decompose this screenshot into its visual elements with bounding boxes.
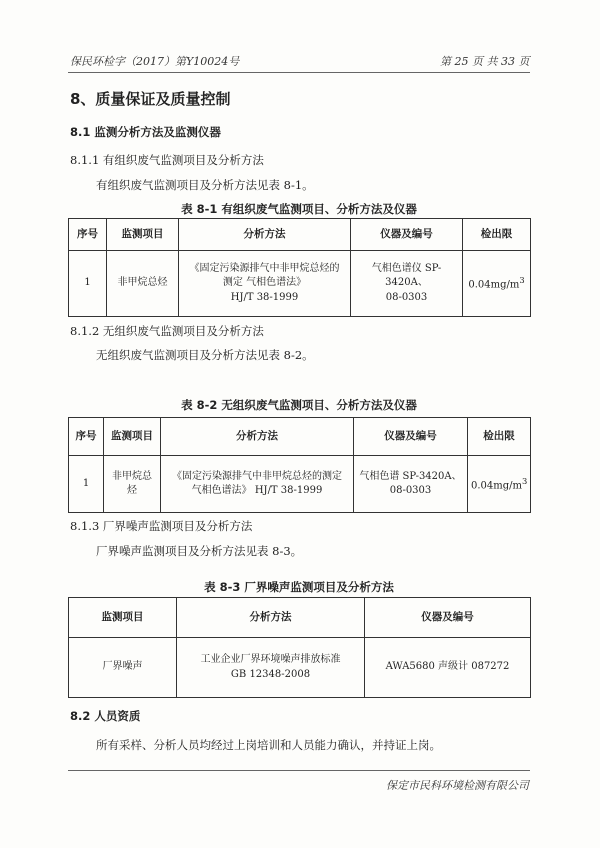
method-line: 工业企业厂界环境噪声排放标准 (200, 654, 341, 665)
col-header: 分析方法 (179, 219, 351, 251)
cell-no: 1 (69, 456, 104, 513)
header-rule (68, 72, 530, 73)
cell-item (104, 456, 161, 513)
instrument-line: 气相色谱 SP-3420A、 (359, 470, 462, 482)
cell-method (177, 638, 365, 698)
table-8-2-caption: 表 8-2 无组织废气监测项目、分析方法及仪器 (181, 398, 417, 412)
col-header: 监测项目 (107, 219, 179, 251)
instrument-line: 08-0303 (389, 485, 432, 496)
section-8-1-2-text: 无组织废气监测项目及分析方法见表 8-2。 (96, 348, 314, 362)
col-header: 监测项目 (104, 418, 161, 456)
table-8-3 (68, 597, 531, 698)
method-line: 《固定污染源排气中非甲烷总烃的 (189, 262, 340, 274)
instrument-line: 08-0303 (385, 291, 428, 303)
cell-limit (468, 456, 531, 513)
limit-value: 0.04mg/m (468, 279, 520, 291)
method-line: 测定 气相色谱法》 (222, 277, 307, 289)
col-header: 分析方法 (177, 598, 365, 638)
doc-number: 保民环检字（2017）第Y10024号 (70, 55, 240, 68)
cell-no: 1 (69, 251, 107, 317)
table-header-row (69, 418, 531, 456)
section-8-1-1-title: 8.1.1 有组织废气监测项目及分析方法 (70, 153, 264, 167)
section-8-1-3-text: 厂界噪声监测项目及分析方法见表 8-3。 (96, 544, 303, 558)
col-header: 仪器及编号 (351, 219, 463, 251)
cell-item: 厂界噪声 (69, 638, 177, 698)
method-line: HJ/T 38-1999 (230, 291, 299, 303)
cell-instrument: AWA5680 声级计 087272 (365, 638, 531, 698)
table-header-row (69, 219, 531, 251)
col-header: 仪器及编号 (365, 598, 531, 638)
footer-company: 保定市民科环境检测有限公司 (386, 779, 529, 792)
instrument-line: 气相色谱仪 SP-3420A、 (371, 262, 442, 289)
table-row (69, 638, 531, 698)
table-8-1 (68, 218, 531, 317)
table-row (69, 251, 531, 317)
limit-unit-sup: 3 (519, 275, 525, 286)
col-header: 仪器及编号 (354, 418, 468, 456)
cell-method (161, 456, 354, 513)
cell-limit (463, 251, 531, 317)
section-8-1-3-title: 8.1.3 厂界噪声监测项目及分析方法 (70, 519, 253, 533)
section-8-title: 8、质量保证及质量控制 (70, 90, 231, 108)
col-header: 检出限 (463, 219, 531, 251)
item-line: 烃 (127, 485, 137, 496)
table-8-3-caption: 表 8-3 厂界噪声监测项目及分析方法 (204, 580, 394, 594)
cell-item: 非甲烷总烃 (107, 251, 179, 317)
table-header-row (69, 598, 531, 638)
cell-instrument (351, 251, 463, 317)
method-line: 《固定污染源排气中非甲烷总烃的测定 (172, 470, 342, 482)
section-8-1-2-title: 8.1.2 无组织废气监测项目及分析方法 (70, 324, 264, 338)
item-line: 非甲烷总 (112, 470, 152, 482)
col-header: 分析方法 (161, 418, 354, 456)
col-header: 监测项目 (69, 598, 177, 638)
section-8-2-text: 所有采样、分析人员均经过上岗培训和人员能力确认，并持证上岗。 (96, 738, 441, 752)
section-8-2-title: 8.2 人员资质 (70, 709, 141, 723)
table-8-1-caption: 表 8-1 有组织废气监测项目、分析方法及仪器 (181, 202, 417, 216)
col-header: 序号 (69, 418, 104, 456)
table-8-2 (68, 417, 531, 513)
cell-instrument (354, 456, 468, 513)
col-header: 检出限 (468, 418, 531, 456)
col-header: 序号 (69, 219, 107, 251)
method-line: GB 12348-2008 (230, 668, 311, 680)
cell-method (179, 251, 351, 317)
method-line: 气相色谱法》 HJ/T 38-1999 (191, 485, 323, 496)
limit-unit-sup: 3 (522, 475, 528, 486)
section-8-1-title: 8.1 监测分析方法及监测仪器 (70, 125, 221, 139)
footer-rule (68, 770, 530, 771)
table-row (69, 456, 531, 513)
limit-value: 0.04mg/m (471, 479, 523, 491)
page-info: 第 25 页 共 33 页 (440, 55, 530, 68)
section-8-1-1-text: 有组织废气监测项目及分析方法见表 8-1。 (96, 178, 314, 192)
